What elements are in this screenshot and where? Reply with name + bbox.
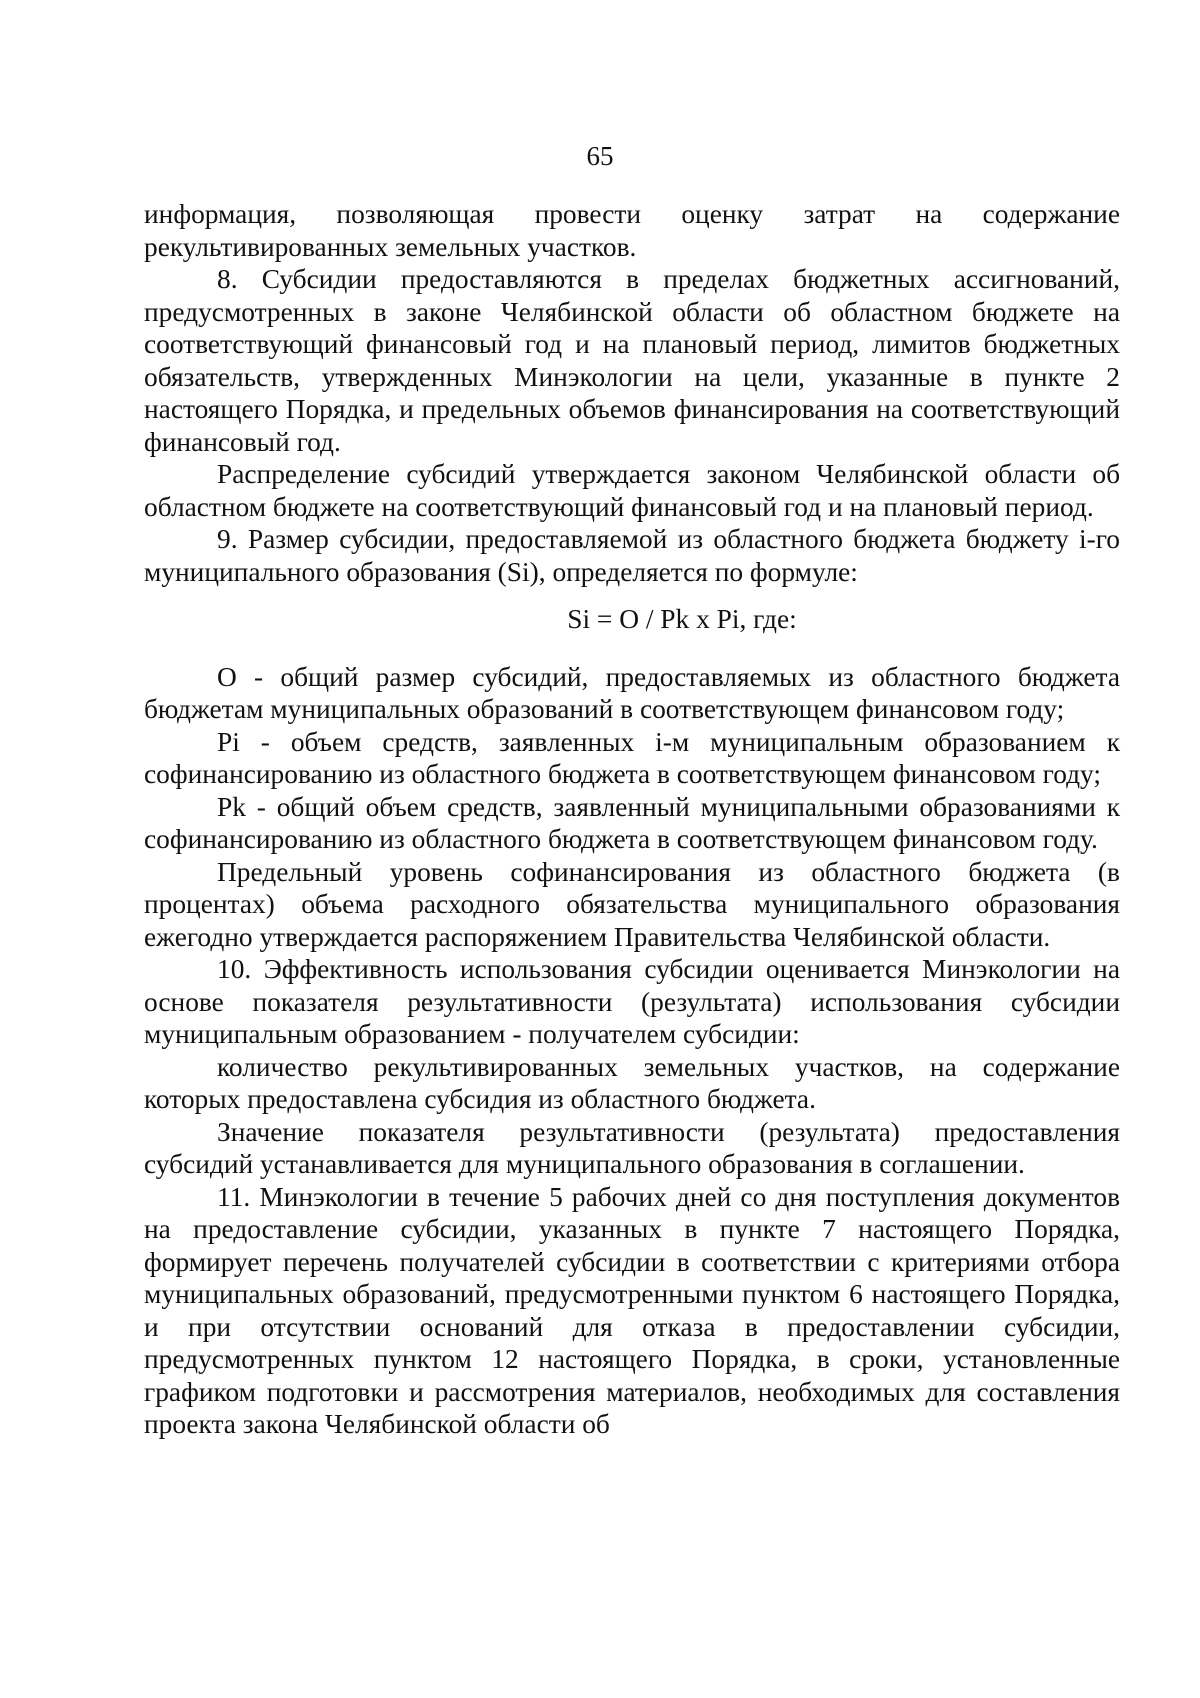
paragraph-item-10: 10. Эффективность использования субсидии оценивается Минэкологии на основе показателя результативности (результата) использования субсидии муниципальным образованием - получателем субсидии: [144, 954, 1120, 1049]
paragraph-indicator: количество рекультивированных земельных участков, на содержание которых предоставлена субсидия из областного бюджета. [144, 1051, 1120, 1114]
formula: Si = O / Pk x Pi, где: [567, 604, 797, 634]
document-body [144, 198, 1120, 1441]
paragraph-cofinancing-level: Предельный уровень софинансирования из областного бюджета (в процентах) объема расходного обязательства муниципального образования ежегодно утверждается распоряжением Правительства Челябинской области. [144, 856, 1120, 952]
paragraph-item-11: 11. Минэкологии в течение 5 рабочих дней со дня поступления документов на предоставление субсидии, указанных в пункте 7 настоящего Порядка, формирует перечень получателей субсидии в соответствии с критериями отбора муниципальных образований, предусмотренными пунктом 6 настоящего Порядка, и при отсутствии оснований для отказа в предоставлении субсидии, предусмотренных пунктом 12 настоящего Порядка, в сроки, установленные графиком подготовки и рассмотрения материалов, необходимых для составления проекта закона Челябинской области об [144, 1181, 1120, 1439]
page-number: 65 [586, 141, 614, 171]
paragraph-indicator-value: Значение показателя результативности (результата) предоставления субсидий устанавливается для муниципального образования в соглашении. [144, 1116, 1120, 1179]
paragraph-continuation: информация, позволяющая провести оценку затрат на содержание рекультивированных земельных участков. [144, 199, 1120, 262]
paragraph-def-pi: Pi - объем средств, заявленных i-м муниципальным образованием к софинансированию из областного бюджета в соответствующем финансовом году; [144, 726, 1120, 789]
paragraph-item-8: 8. Субсидии предоставляются в пределах бюджетных ассигнований, предусмотренных в законе Челябинской области об областном бюджете на соответствующий финансовый год и на плановый период, лимитов бюджетных обязательств, утвержденных Минэкологии на цели, указанные в пункте 2 настоящего Порядка, и предельных объемов финансирования на соответствующий финансовый год. [144, 264, 1120, 457]
paragraph-item-9: 9. Размер субсидии, предоставляемой из областного бюджета бюджету i-го муниципального образования (Si), определяется по формуле: [144, 524, 1120, 587]
paragraph-distribution: Распределение субсидий утверждается законом Челябинской области об областном бюджете на соответствующий финансовый год и на плановый период. [144, 459, 1120, 522]
paragraph-def-pk: Pk - общий объем средств, заявленный муниципальными образованиями к софинансированию из областного бюджета в соответствующем финансовом году. [144, 791, 1120, 854]
paragraph-def-o: O - общий размер субсидий, предоставляемых из областного бюджета бюджетам муниципальных образований в соответствующем финансовом году; [144, 661, 1120, 724]
